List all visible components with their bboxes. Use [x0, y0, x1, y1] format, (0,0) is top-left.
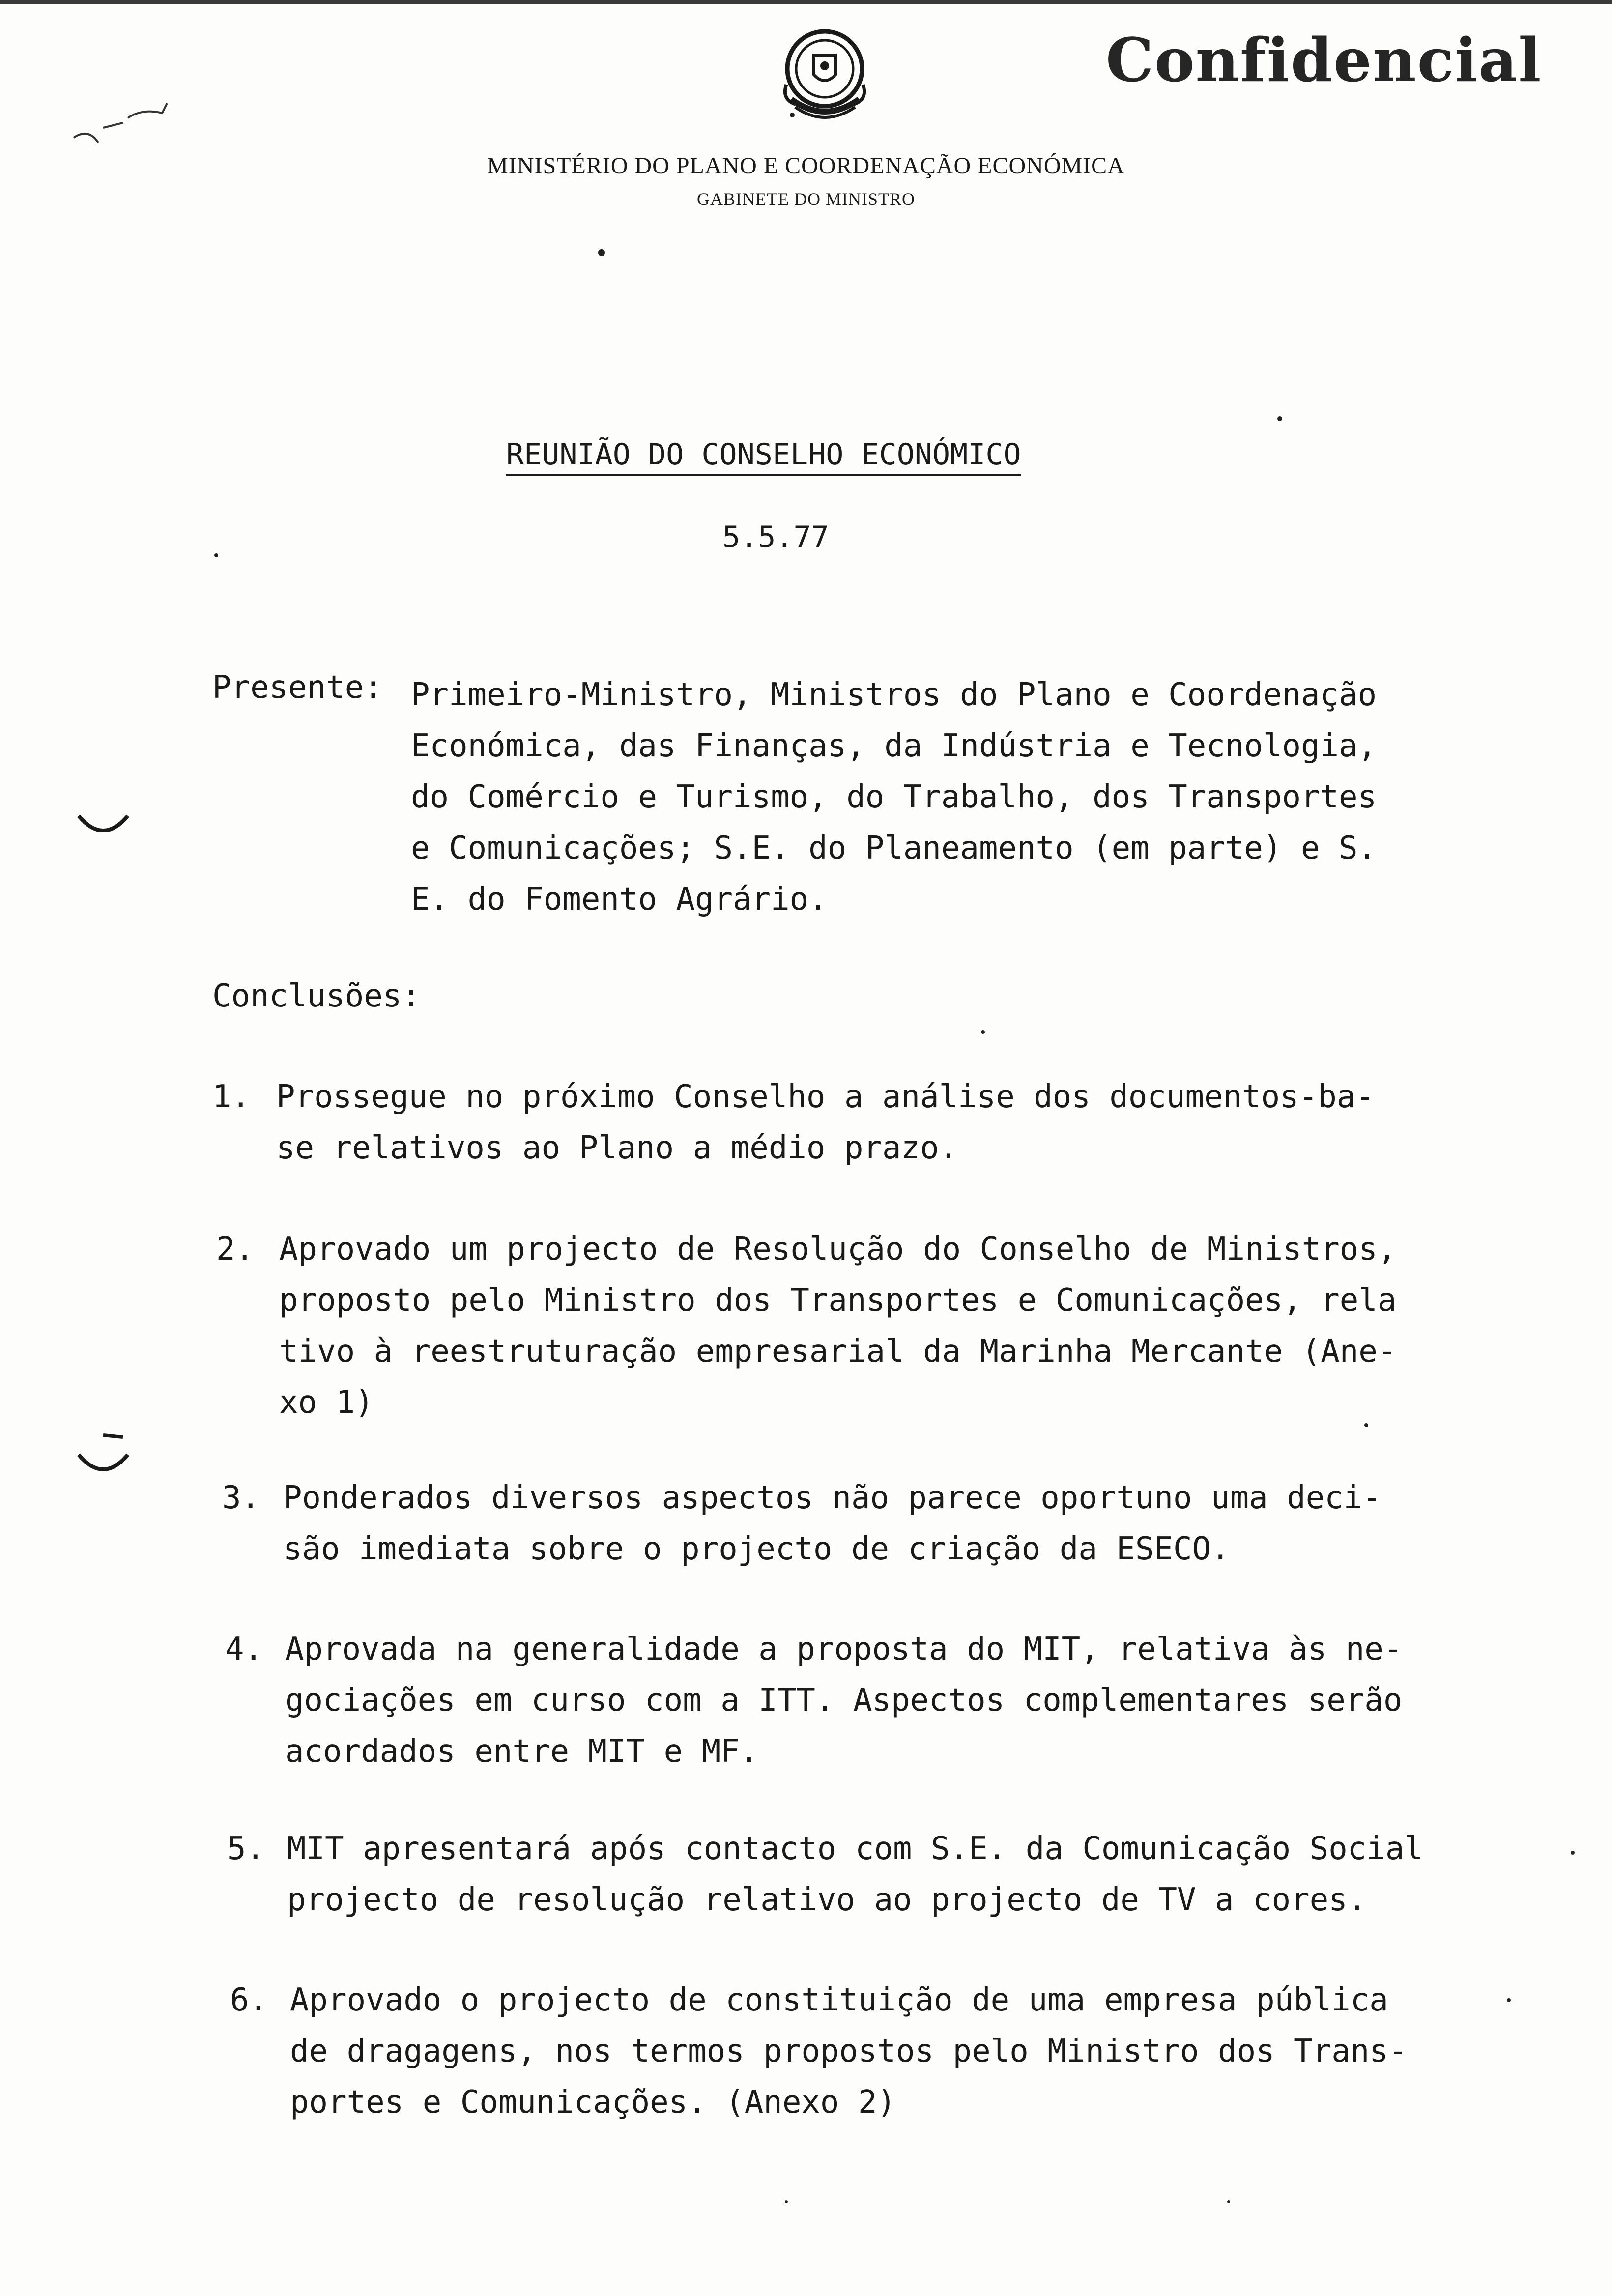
- present-line: E. do Fomento Agrário.: [411, 881, 828, 918]
- conclusion-item: [225, 1624, 1503, 1791]
- item-line: MIT apresentará após contacto com S.E. da Comunicação Social: [287, 1831, 1423, 1867]
- cabinet-subheading: GABINETE DO MINISTRO: [697, 189, 915, 209]
- item-line: de dragagens, nos termos propostos pelo Ministro dos Trans-: [290, 2033, 1408, 2069]
- present-line: Económica, das Finanças, da Indústria e Tecnologia,: [411, 728, 1377, 764]
- present-list: [411, 669, 1377, 925]
- ministry-heading: MINISTÉRIO DO PLANO E COORDENAÇÃO ECONÓMICA: [487, 153, 1125, 179]
- item-line: projecto de resolução relativo ao projecto de TV a cores.: [287, 1882, 1367, 1918]
- confidential-stamp: Confidencial: [1106, 25, 1542, 95]
- present-label: Presente:: [212, 669, 383, 706]
- conclusion-item: [230, 1975, 1508, 2142]
- present-line: do Comércio e Turismo, do Trabalho, dos Transportes: [411, 779, 1377, 815]
- meeting-date: 5.5.77: [722, 520, 829, 554]
- item-line: Aprovada na generalidade a proposta do MIT, relativa às ne-: [285, 1631, 1403, 1667]
- item-body: [285, 1624, 1402, 1777]
- item-number: 6.: [230, 1982, 268, 2018]
- item-line: portes e Comunicações. (Anexo 2): [290, 2084, 896, 2121]
- present-line: Primeiro-Ministro, Ministros do Plano e Coordenação: [411, 677, 1377, 713]
- conclusion-item: [227, 1823, 1525, 1941]
- conclusion-item: [212, 1071, 1490, 1189]
- item-line: Ponderados diversos aspectos não parece oportuno uma deci-: [283, 1480, 1382, 1516]
- item-body: [283, 1472, 1382, 1575]
- top-edge-rule: [0, 0, 1612, 4]
- punch-hole-mark: [74, 1430, 133, 1484]
- item-line: xo 1): [279, 1384, 374, 1421]
- item-number: 1.: [212, 1079, 251, 1115]
- item-body: [290, 1975, 1407, 2128]
- item-number: 3.: [222, 1480, 260, 1516]
- item-line: Aprovado o projecto de constituição de uma empresa pública: [290, 1982, 1388, 2018]
- conclusion-item: [222, 1472, 1500, 1590]
- item-body: [287, 1823, 1423, 1925]
- item-number: 5.: [227, 1831, 265, 1867]
- item-body: [279, 1224, 1396, 1428]
- coat-of-arms-icon: [767, 26, 885, 129]
- punch-hole-mark: [74, 806, 133, 845]
- item-line: acordados entre MIT e MF.: [285, 1733, 759, 1770]
- item-line: gociações em curso com a ITT. Aspectos complementares serão: [285, 1682, 1403, 1719]
- meeting-title: REUNIÃO DO CONSELHO ECONÓMICO: [506, 437, 1021, 476]
- item-line: se relativos ao Plano a médio prazo.: [276, 1130, 958, 1166]
- item-line: proposto pelo Ministro dos Transportes e Comunicações, rela: [279, 1282, 1397, 1319]
- pen-scribble-mark: [69, 98, 177, 157]
- item-line: Aprovado um projecto de Resolução do Conselho de Ministros,: [279, 1231, 1397, 1267]
- item-number: 2.: [216, 1231, 255, 1267]
- item-line: são imediata sobre o projecto de criação da ESECO.: [283, 1531, 1230, 1567]
- item-line: tivo à reestruturação empresarial da Marinha Mercante (Ane-: [279, 1333, 1397, 1370]
- item-body: [276, 1071, 1375, 1174]
- conclusion-item: [216, 1224, 1494, 1440]
- item-line: Prossegue no próximo Conselho a análise dos documentos-ba-: [276, 1079, 1375, 1115]
- item-number: 4.: [225, 1631, 263, 1667]
- present-line: e Comunicações; S.E. do Planeamento (em parte) e S.: [411, 830, 1377, 866]
- conclusions-label: Conclusões:: [212, 978, 421, 1014]
